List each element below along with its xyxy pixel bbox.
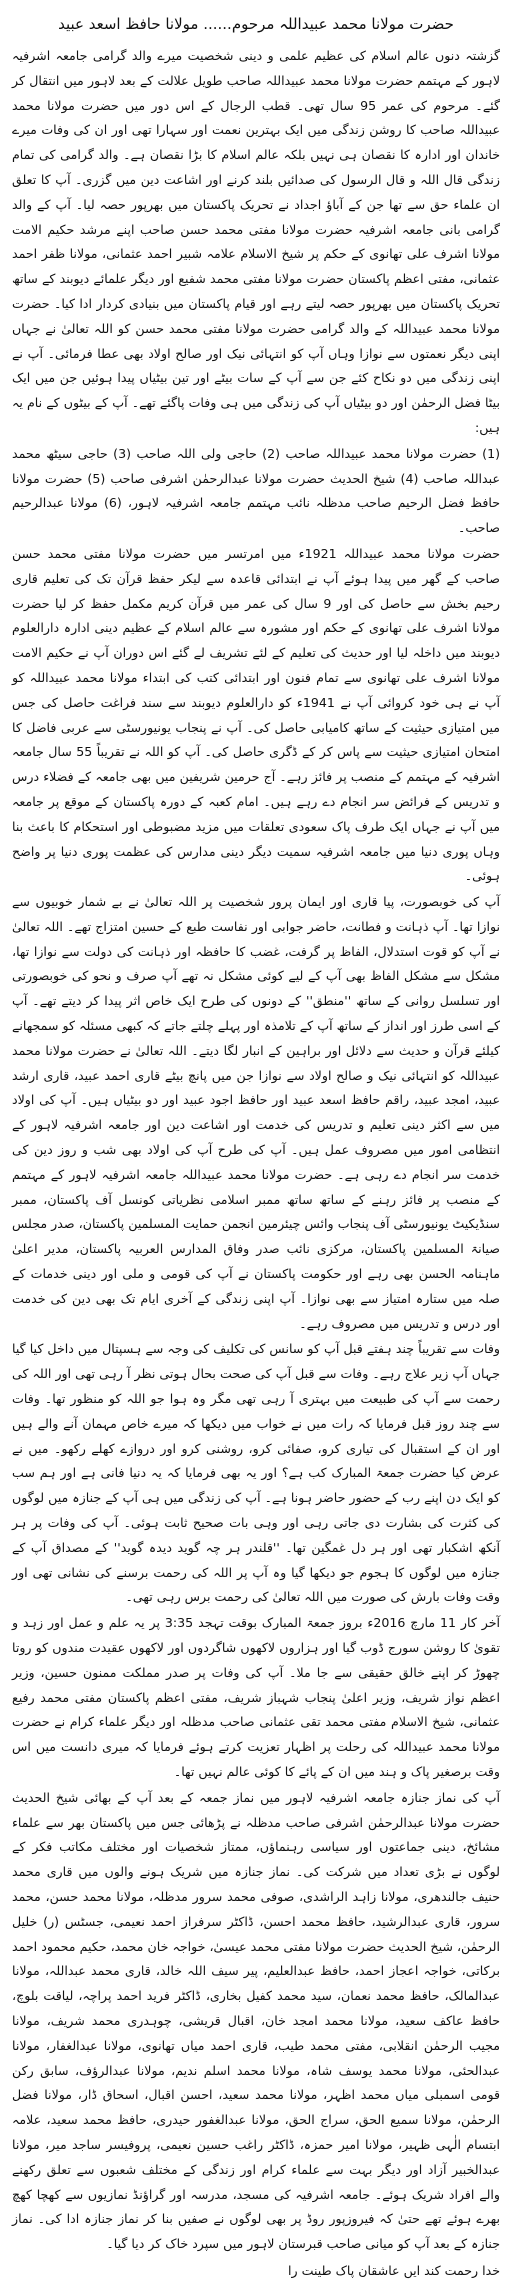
article-paragraph: آپ کی خوبصورت، پیا قاری اور ایمان پرور شخصیت پر اللہ تعالیٰ نے بے شمار خوبیوں سے نوازا تھا۔ آپ ذہانت و فطانت، حاضر جوابی اور نفاست طبع کے حسین امتزاج تھے۔ اللہ تعالیٰ نے آپ کو قوت استدلال، الفاظ پر گرفت، غضب کا حافظہ اور ذہانت کی دولت سے نوازا تھا، مشکل سے مشکل الفاظ بھی آپ کے لیے کوئی مشکل نہ تھے آپ صرف و نحو کی خوبصورتی اور تسلسل روانی کے ساتھ ''منطق'' کے دونوں کی طرح ایک خاص اثر پیدا کر دیتے تھے۔ آپ کے اسی طرز اور انداز کے ساتھ آپ کے تلامذہ اور پہلے چلتے جاتے کہ کبھی مسئلہ کو سمجھانے کیلئے قرآن و حدیث سے دلائل اور براہین کے انبار لگا دیتے۔ اللہ تعالیٰ نے حضرت مولانا محمد عبیداللہ کو انتہائی نیک و صالح اولاد سے نوازا جن میں پانچ بیٹے قاری احمد عبید، قاری ارشد عبید، امجد عبید، راقم حافظ اسعد عبید اور حافظ اجود عبید اور دو بیٹیاں ہیں۔ آپ کی اولاد میں سے اکثر دینی تعلیم و تدریس کی خدمت اور اشاعت دین اور جامعہ اشرفیہ لاہور کے انتظامی امور میں مصروف عمل ہیں۔ آپ کی طرح آپ کی اولاد بھی شب و روز دین کی خدمت سر انجام دے رہی ہے۔ حضرت مولانا محمد عبیداللہ جامعہ اشرفیہ لاہور کے مہتمم کے منصب پر فائز رہنے کے ساتھ ساتھ ممبر اسلامی نظریاتی کونسل آف پاکستان، ممبر سنڈیکیٹ یونیورسٹی آف پنجاب وائس چیئرمین انجمن حمایت المسلمین پاکستان، صدر مجلس صیانۃ المسلمین پاکستان، مرکزی نائب صدر وفاق المدارس العربیہ پاکستان، مدیر اعلیٰ ماہنامہ الحسن بھی رہے اور حکومت پاکستان نے آپ کی قومی و ملی اور دینی خدمات کے صلہ میں ستارہ امتیاز سے بھی نوازا۔ آپ اپنی زندگی کے آخری ایام تک بھی دین کی خدمت اور درس و تدریس میں مصروف رہے۔ [12, 894, 500, 1331]
article-paragraph: آپ کی نماز جنازہ جامعہ اشرفیہ لاہور میں نماز جمعہ کے بعد آپ کے بھائی شیخ الحدیث حضرت مولانا عبدالرحمٰن اشرفی صاحب مدظلہ نے پڑھائی جس میں پاکستان بھر سے علماء مشائخ، دینی جماعتوں اور سیاسی رہنماؤں، ممتاز شخصیات اور مختلف مکاتب فکر کے لوگوں نے بڑی تعداد میں شرکت کی۔ نماز جنازہ میں شریک ہونے والوں میں قاری محمد حنیف جالندھری، مولانا زاہد الراشدی، صوفی محمد سرور مدظلہ، مولانا محمد حسن، محمد سرور، قاری عبدالرشید، حافظ محمد احسن، ڈاکٹر سرفراز احمد نعیمی، جسٹس (ر) خلیل الرحمٰن، شیخ الحدیث حضرت مولانا مفتی محمد عیسیٰ، خواجہ خان محمد، حکیم محمود احمد برکاتی، خواجہ اعجاز احمد، حافظ عبدالعلیم، پیر سیف اللہ خالد، قاری محمد عبداللہ، مولانا عبدالمالک، حافظ محمد نعمان، سید محمد کفیل بخاری، ڈاکٹر فرید احمد پراچہ، لیاقت بلوچ، حافظ عاکف سعید، مولانا محمد امجد خان، اقبال قریشی، چوہدری محمد شریف، مولانا مجیب الرحمٰن انقلابی، مفتی محمد طیب، قاری احمد میاں تھانوی، مولانا عبدالغفار، مولانا عبدالحئی، مولانا محمد یوسف شاہ، مولانا محمد اسلم ندیم، مولانا عبدالرؤف، سابق رکن قومی اسمبلی میاں محمد اظہر، مولانا محمد سعید، احسن اقبال، اسحاق ڈار، مولانا فضل الرحمٰن، مولانا سمیع الحق، سراج الحق، مولانا عبدالغفور حیدری، حافظ محمد سعید، علامہ ابتسام الٰہی ظہیر، مولانا امیر حمزہ، ڈاکٹر راغب حسین نعیمی، پروفیسر ساجد میر، مولانا عبدالخبیر آزاد اور دیگر بہت سے علماء کرام اور زندگی کے مختلف شعبوں سے تعلق رکھنے والے افراد شریک ہوئے۔ جامعہ اشرفیہ کی مسجد، مدرسہ اور گراؤنڈ نمازیوں سے کھچا کھچ بھرے ہوئے تھے حتیٰ کہ فیروزپور روڈ پر بھی لوگوں نے صفیں بنا کر نماز جنازہ ادا کی۔ نماز جنازہ کے بعد آپ کو میانی صاحب قبرستان لاہور میں سپرد خاک کر دیا گیا۔ [12, 1789, 500, 2252]
article-body [12, 44, 500, 2257]
closing-verse: خدا رحمت کند ایں عاشقان پاک طینت را [288, 2262, 500, 2278]
article-paragraph: آخر کار 11 مارچ 2016ء بروز جمعۃ المبارک بوقت تہجد 3:35 پر یہ علم و عمل اور زہد و تقویٰ کا روشن سورج ڈوب گیا اور ہزاروں لاکھوں شاگردوں اور لاکھوں عقیدت مندوں کو روتا چھوڑ کر اپنے خالق حقیقی سے جا ملا۔ آپ کی وفات پر صدر مملکت ممنون حسین، وزیر اعظم نواز شریف، وزیر اعلیٰ پنجاب شہباز شریف، مفتی اعظم پاکستان مفتی محمد رفیع عثمانی، شیخ الاسلام مفتی محمد تقی عثمانی صاحب مدظلہ اور دیگر علماء کرام نے حضرت مولانا محمد عبیداللہ کی رحلت پر اظہار تعزیت کرتے ہوئے فرمایا کہ میری دانست میں اس وقت برصغیر پاک و ہند میں ان کے پائے کا کوئی عالم نہیں تھا۔ [12, 1615, 500, 1779]
article-paragraph: (1) حضرت مولانا محمد عبیداللہ صاحب (2) حاجی ولی اللہ صاحب (3) حاجی سیٹھ محمد عبداللہ صاحب (4) شیخ الحدیث حضرت مولانا عبدالرحمٰن اشرفی صاحب (5) حضرت مولانا حافظ فضل الرحیم صاحب مدظلہ نائب مہتمم جامعہ اشرفیہ لاہور، (6) مولانا عبدالرحیم صاحب۔ [12, 445, 500, 536]
article-paragraph: وفات سے تقریباً چند ہفتے قبل آپ کو سانس کی تکلیف کی وجہ سے ہسپتال میں داخل کیا گیا جہاں آپ زیر علاج رہے۔ وفات سے قبل آپ کی صحت بحال ہوتی نظر آ رہی تھی اور اللہ کی رحمت سے آپ کی طبیعت میں بہتری آ رہی تھی مگر وہ ہوا جو اللہ کو منظور تھا۔ وفات سے چند روز قبل فرمایا کہ رات میں نے خواب میں دیکھا کہ میرے خاص مہمان آنے والے ہیں اور ان کے استقبال کی تیاری کرو، صفائی کرو، روشنی کرو اور دروازے کھلے رکھو۔ میں نے عرض کیا حضرت جمعۃ المبارک کب ہے؟ اور یہ بھی فرمایا کہ یہ دنیا فانی ہے اور ہم سب کو ایک دن اپنے رب کے حضور حاضر ہونا ہے۔ آپ کی زندگی میں ہی آپ کے جنازہ میں لوگوں کی کثرت کی بشارت دی جاتی رہی اور وہی بات صحیح ثابت ہوئی۔ آپ کی وفات پر ہر آنکھ اشکبار تھی اور ہر دل غمگین تھا۔ ''قلندر ہر چہ گوید دیدہ گوید'' کے مصداق آپ کے جنازہ میں لوگوں کا ہجوم جو دیکھا گیا وہ آپ پر اللہ کی رحمت برسنے کی نشانی تھی اور وقت وفات بارش کی صورت میں اللہ تعالیٰ کی رحمت برس رہی تھی۔ [12, 1341, 500, 1605]
article-paragraph: گزشتہ دنوں عالم اسلام کی عظیم علمی و دینی شخصیت میرے والد گرامی جامعہ اشرفیہ لاہور کے مہتمم حضرت مولانا محمد عبیداللہ صاحب طویل علالت کے بعد لاہور میں انتقال کر گئے۔ مرحوم کی عمر 95 سال تھی۔ قطب الرجال کے اس دور میں حضرت مولانا محمد عبیداللہ صاحب کا روشن زندگی میں ایک بہترین نعمت اور سہارا تھی اور ان کی وفات میرے خاندان اور ادارہ کا نقصان ہی نہیں بلکہ عالم اسلام کا بڑا نقصان ہے۔ والد گرامی کی تمام زندگی قال اللہ و قال الرسول کی صدائیں بلند کرنے اور اشاعت دین میں گزری۔ آپ کا تعلق ان علماء حق سے تھا جن کے آباؤ اجداد نے تحریک پاکستان میں بھرپور حصہ لیا۔ آپ کے والد گرامی بانی جامعہ اشرفیہ حضرت مولانا مفتی محمد حسن صاحب اپنے مرشد حکیم الامت مولانا اشرف علی تھانوی کے حکم پر شیخ الاسلام علامہ شبیر احمد عثمانی، مولانا ظفر احمد عثمانی، مفتی اعظم پاکستان حضرت مولانا مفتی محمد شفیع اور دیگر علمائے دیوبند کے ساتھ تحریک پاکستان میں بھرپور حصہ لیتے رہے اور قیام پاکستان میں بنیادی کردار ادا کیا۔ حضرت مولانا محمد عبیداللہ کے والد گرامی حضرت مولانا مفتی محمد حسن کو اللہ تعالیٰ نے جہاں اپنی دیگر نعمتوں سے نوازا وہاں آپ کو انتہائی نیک اور صالح اولاد بھی عطا فرمائی۔ آپ نے اپنی زندگی میں دو نکاح کئے جن سے آپ کے سات بیٹے اور تین بیٹیاں پیدا ہوئیں جن میں ایک بیٹا فضل الرحمٰن اور دو بیٹیاں آپ کی زندگی میں ہی وفات پاگئے تھے۔ آپ کے بیٹوں کے نام یہ ہیں: [12, 48, 500, 435]
article-paragraph: حضرت مولانا محمد عبیداللہ 1921ء میں امرتسر میں حضرت مولانا مفتی محمد حسن صاحب کے گھر میں پیدا ہوئے آپ نے ابتدائی قاعدہ سے لیکر حفظ قرآن تک کی تعلیم قاری رحیم بخش سے حاصل کی اور 9 سال کی عمر میں قرآن کریم مکمل حفظ کر لیا حضرت مولانا اشرف علی تھانوی کے حکم اور مشورہ سے عالم اسلام کے عظیم دینی ادارہ دارالعلوم دیوبند میں داخلہ لیا اور حدیث کی تعلیم کے لئے تشریف لے گئے اس دوران آپ نے حکیم الامت مولانا اشرف علی تھانوی سے تمام فنون اور ابتدائی کتب کی ابتداء مولانا محمد عبیداللہ کو آپ نے ہی خود کروائی آپ نے 1941ء کو دارالعلوم دیوبند سے سند فراغت حاصل کی جس میں امتیازی حیثیت کے ساتھ کامیابی حاصل کی۔ آپ نے پنجاب یونیورسٹی سے عربی فاضل کا امتحان امتیازی حیثیت سے پاس کر کے ڈگری حاصل کی۔ آپ کو اللہ نے تقریباً 55 سال جامعہ اشرفیہ کے مہتمم کے منصب پر فائز رہے۔ آج حرمین شریفین میں بھی جامعہ کے فضلاء درس و تدریس کے فرائض سر انجام دے رہے ہیں۔ امام کعبہ کے دورہ پاکستان کے موقع پر جامعہ میں آپ نے جہاں ایک طرف پاک سعودی تعلقات میں مزید مضبوطی اور استحکام کا باعث بنا وہاں پوری دنیا میں جامعہ اشرفیہ سمیت دیگر دینی مدارس کی عظمت پوری دنیا پر واضح ہوئی۔ [12, 545, 501, 884]
article-title: حضرت مولانا محمد عبیداللہ مرحوم...... مولانا حافظ اسعد عبید [58, 15, 454, 33]
